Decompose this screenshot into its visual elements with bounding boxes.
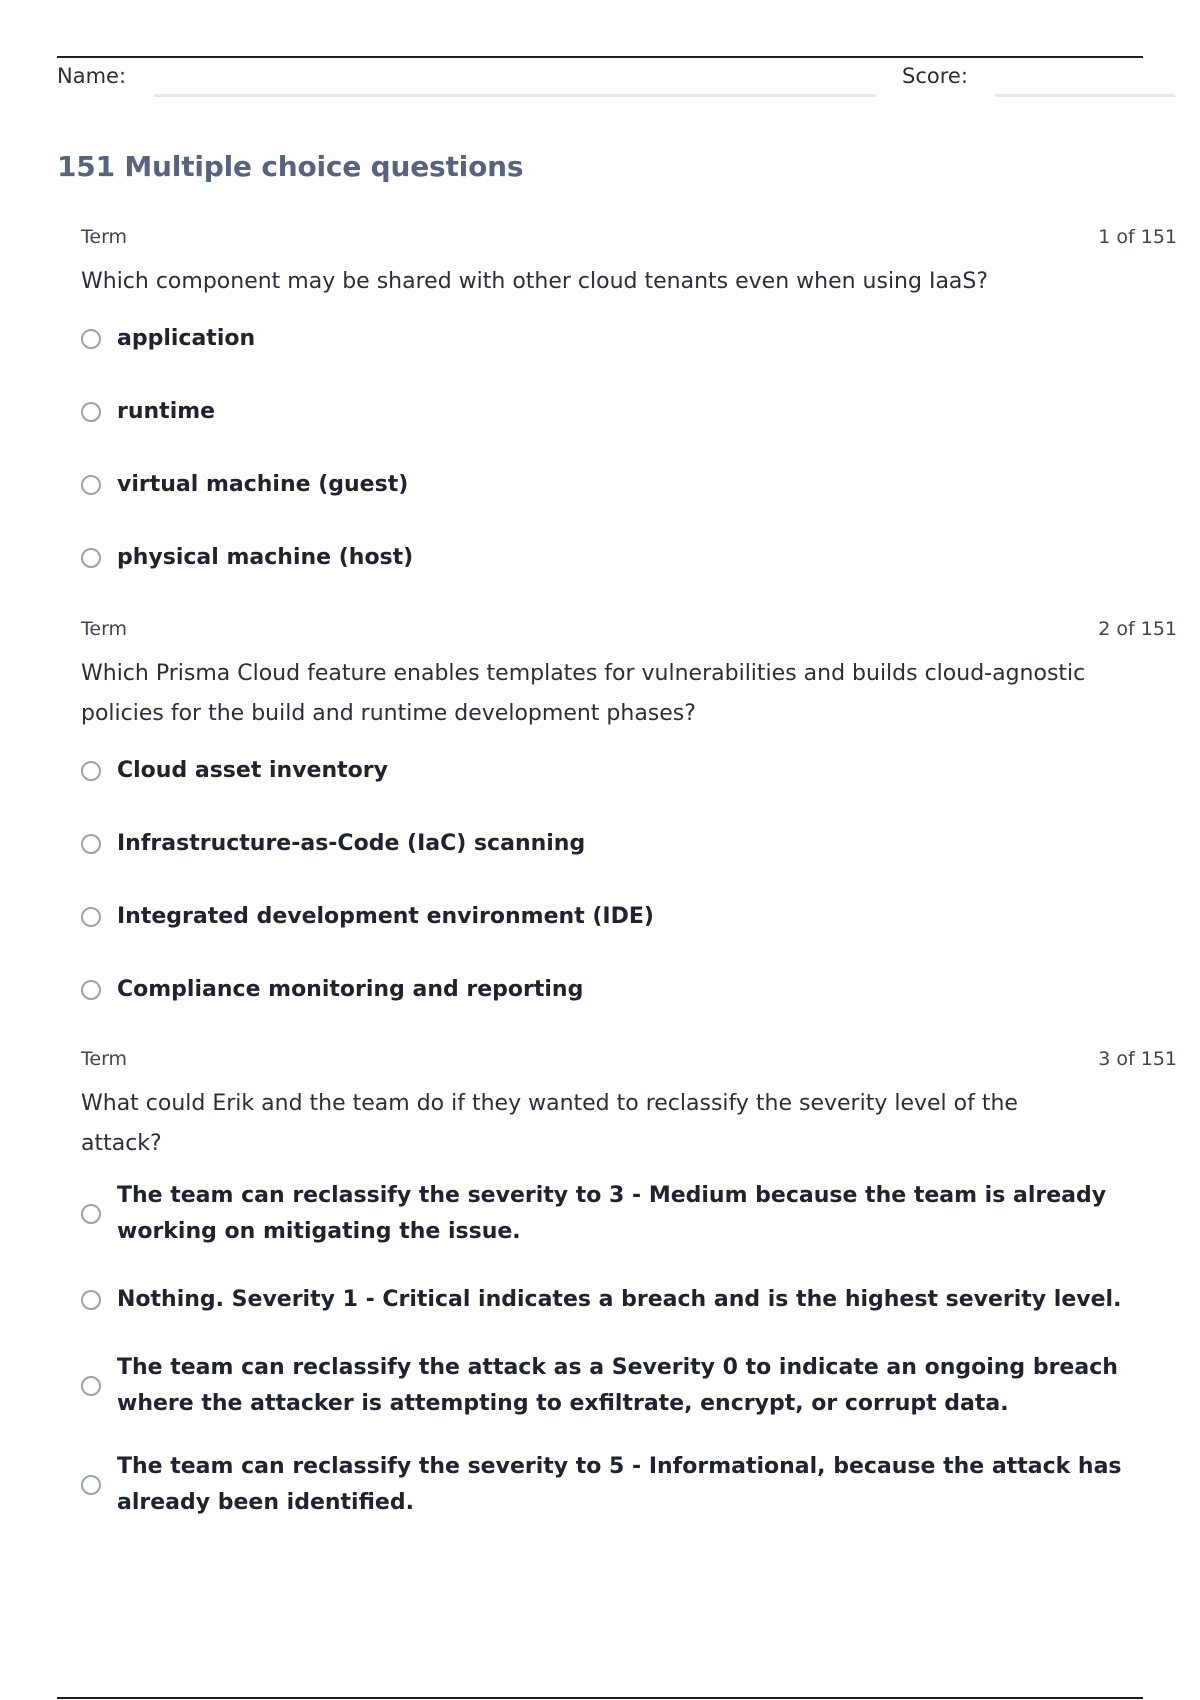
bottom-divider (57, 1697, 1143, 1699)
answer-options (81, 748, 1177, 1013)
score-label: Score: (902, 64, 968, 88)
question-2 (81, 618, 1177, 1040)
radio-button[interactable] (81, 980, 101, 1000)
worksheet-header (57, 64, 1177, 98)
answer-option-label: physical machine (host) (117, 545, 414, 570)
question-counter: 2 of 151 (1098, 618, 1177, 640)
term-label: Term (81, 226, 128, 248)
answer-option-label: Cloud asset inventory (117, 758, 388, 783)
answer-option-label: The team can reclassify the attack as a Severity 0 to indicate an ongoing breach where the attacker is attempting to exfiltrate, encrypt, or corrupt data. (117, 1355, 1118, 1416)
top-divider (57, 56, 1143, 58)
radio-button[interactable] (81, 475, 101, 495)
answer-option[interactable] (81, 1350, 1177, 1422)
answer-option[interactable] (81, 535, 1177, 581)
question-text: Which Prisma Cloud feature enables templates for vulnerabilities and builds cloud-agnostic policies for the build and runtime development phases? (81, 661, 1086, 726)
radio-button[interactable] (81, 402, 101, 422)
answer-option[interactable] (81, 1178, 1177, 1250)
radio-button[interactable] (81, 1475, 101, 1495)
answer-option[interactable] (81, 748, 1177, 794)
radio-button[interactable] (81, 834, 101, 854)
score-field-line[interactable] (995, 94, 1175, 97)
question-text: What could Erik and the team do if they wanted to reclassify the severity level of the attack? (81, 1091, 1018, 1156)
question-counter: 1 of 151 (1098, 226, 1177, 248)
answer-option[interactable] (81, 389, 1177, 435)
answer-option-label: Infrastructure-as-Code (IaC) scanning (117, 831, 586, 856)
name-field-line[interactable] (154, 94, 876, 97)
radio-button[interactable] (81, 548, 101, 568)
answer-option-label: virtual machine (guest) (117, 472, 409, 497)
answer-option[interactable] (81, 821, 1177, 867)
answer-option-label: runtime (117, 399, 216, 424)
answer-option-label: The team can reclassify the severity to 3 - Medium because the team is already working on mitigating the issue. (117, 1183, 1107, 1244)
question-3 (81, 1048, 1177, 1548)
answer-option[interactable] (81, 1277, 1177, 1323)
answer-options (81, 1178, 1177, 1521)
answer-option[interactable] (81, 1449, 1177, 1521)
answer-option-label: Compliance monitoring and reporting (117, 977, 584, 1002)
answer-option-label: application (117, 326, 256, 351)
radio-button[interactable] (81, 1376, 101, 1396)
name-label: Name: (57, 64, 127, 88)
radio-button[interactable] (81, 761, 101, 781)
answer-option-label: The team can reclassify the severity to 5 - Informational, because the attack has already been identified. (117, 1454, 1122, 1515)
answer-option[interactable] (81, 462, 1177, 508)
question-counter: 3 of 151 (1098, 1048, 1177, 1070)
section-title: 151 Multiple choice questions (57, 150, 524, 183)
answer-option[interactable] (81, 967, 1177, 1013)
question-meta (81, 226, 1177, 252)
term-label: Term (81, 1048, 128, 1070)
question-meta (81, 1048, 1177, 1074)
question-text: Which component may be shared with other cloud tenants even when using IaaS? (81, 269, 989, 294)
radio-button[interactable] (81, 907, 101, 927)
answer-option-label: Nothing. Severity 1 - Critical indicates a breach and is the highest severity level. (117, 1287, 1122, 1312)
answer-option-label: Integrated development environment (IDE) (117, 904, 654, 929)
answer-option[interactable] (81, 894, 1177, 940)
question-meta (81, 618, 1177, 644)
radio-button[interactable] (81, 329, 101, 349)
question-1 (81, 226, 1177, 608)
radio-button[interactable] (81, 1204, 101, 1224)
radio-button[interactable] (81, 1290, 101, 1310)
answer-options (81, 316, 1177, 581)
answer-option[interactable] (81, 316, 1177, 362)
term-label: Term (81, 618, 128, 640)
